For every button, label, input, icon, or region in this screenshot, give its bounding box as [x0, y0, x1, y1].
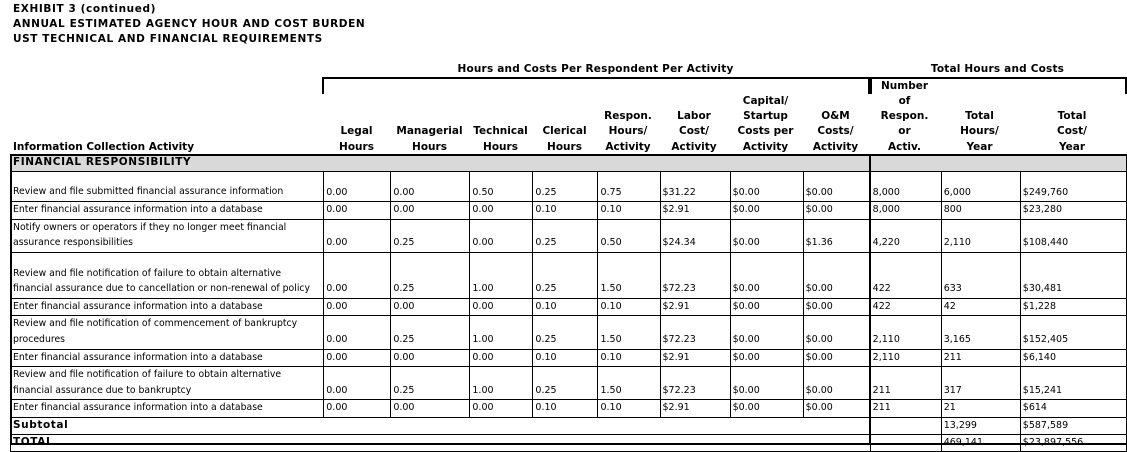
value-cell: 42: [941, 298, 1020, 316]
column-header-line: Capital/: [742, 94, 789, 107]
value-cell: $0.00: [730, 172, 803, 202]
column-header-line: Activity: [812, 140, 859, 153]
column-header-line: Costs per: [737, 125, 794, 138]
value-cell: 800: [941, 202, 1020, 220]
value-cell: $15,241: [1020, 367, 1126, 400]
value-cell: 0.10: [598, 400, 660, 418]
column-header-line: Year: [966, 140, 993, 153]
value-cell: 0.25: [391, 367, 470, 400]
activity-cell: Review and file notification of failure to obtain alternative financial assurance due to cancellation or non-renewal of policy: [11, 252, 324, 298]
value-cell: $0.00: [730, 367, 803, 400]
value-cell: $0.00: [730, 400, 803, 418]
value-cell: 0.10: [598, 349, 660, 367]
value-cell: $0.00: [730, 316, 803, 349]
value-cell: $24.34: [660, 219, 730, 252]
activity-cell: Review and file notification of commencement of bankruptcy procedures: [11, 316, 324, 349]
column-header-1: [323, 124, 390, 155]
value-cell: 0.00: [391, 202, 470, 220]
value-cell: 317: [941, 367, 1020, 400]
burden-table: [10, 154, 1127, 452]
value-cell: 211: [941, 349, 1020, 367]
column-header-line: Costs/: [817, 125, 854, 138]
value-cell: 21: [941, 400, 1020, 418]
value-cell: 0.00: [324, 349, 391, 367]
value-cell: $1,228: [1020, 298, 1126, 316]
column-header-2: [390, 124, 469, 155]
value-cell: $0.00: [803, 252, 870, 298]
column-header-0: [13, 140, 323, 155]
activity-cell: Review and file submitted financial assurance information: [11, 172, 324, 202]
table-row: [11, 298, 1127, 316]
column-header-line: Activity: [742, 140, 789, 153]
total-row: [11, 434, 1127, 451]
table-row: [11, 367, 1127, 400]
value-cell: 0.50: [470, 172, 533, 202]
column-header-line: Activity: [671, 140, 717, 153]
value-cell: 1.50: [598, 316, 660, 349]
column-header-8: [802, 109, 869, 155]
value-cell: 0.25: [391, 252, 470, 298]
section-label: FINANCIAL RESPONSIBILITY: [11, 155, 871, 172]
value-cell: 3,165: [941, 316, 1020, 349]
value-cell: 0.00: [391, 298, 470, 316]
column-header-9: [869, 79, 940, 155]
exhibit-subtitle-2: UST TECHNICAL AND FINANCIAL REQUIREMENTS: [13, 33, 323, 45]
section-row: [11, 155, 1127, 172]
table-row: [11, 202, 1127, 220]
value-cell: 0.00: [324, 367, 391, 400]
table-row: [11, 219, 1127, 252]
value-cell: 0.00: [324, 252, 391, 298]
value-cell: $249,760: [1020, 172, 1126, 202]
subtotal-cost: $587,589: [1020, 417, 1126, 434]
activity-cell: Enter financial assurance information into a database: [11, 400, 324, 418]
column-header-line: of: [898, 94, 911, 107]
column-header-line: Managerial: [396, 125, 463, 138]
section-fill: [870, 155, 1126, 172]
column-header-line: Hours: [339, 140, 374, 153]
value-cell: 1.50: [598, 367, 660, 400]
value-cell: 0.25: [533, 252, 598, 298]
value-cell: $2.91: [660, 202, 730, 220]
value-cell: 1.00: [470, 316, 533, 349]
value-cell: $0.00: [803, 172, 870, 202]
subtotal-row: [11, 417, 1127, 434]
value-cell: $2.91: [660, 400, 730, 418]
value-cell: 2,110: [870, 349, 941, 367]
value-cell: $30,481: [1020, 252, 1126, 298]
value-cell: $72.23: [660, 252, 730, 298]
column-header-10: [940, 109, 1019, 155]
value-cell: 0.00: [324, 298, 391, 316]
value-cell: 2,110: [941, 219, 1020, 252]
value-cell: $0.00: [803, 400, 870, 418]
value-cell: 8,000: [870, 202, 941, 220]
value-cell: $0.00: [803, 202, 870, 220]
value-cell: 422: [870, 298, 941, 316]
column-header-line: Hours: [412, 140, 447, 153]
value-cell: $108,440: [1020, 219, 1126, 252]
column-header-5: [597, 109, 659, 155]
value-cell: 0.25: [391, 219, 470, 252]
value-cell: 0.10: [533, 202, 598, 220]
value-cell: 0.00: [324, 316, 391, 349]
subtotal-hours: 13,299: [941, 417, 1020, 434]
column-header-line: O&M: [821, 110, 850, 123]
value-cell: $31.22: [660, 172, 730, 202]
table-row: [11, 400, 1127, 418]
table-row: [11, 349, 1127, 367]
column-header-line: Respon.: [604, 110, 652, 123]
value-cell: $23,280: [1020, 202, 1126, 220]
value-cell: 0.10: [598, 202, 660, 220]
column-header-line: Clerical: [542, 125, 587, 138]
value-cell: $0.00: [730, 219, 803, 252]
column-header-11: [1019, 109, 1125, 155]
value-cell: 0.25: [391, 316, 470, 349]
value-cell: $152,405: [1020, 316, 1126, 349]
value-cell: 0.10: [598, 298, 660, 316]
column-header-7: [729, 94, 802, 155]
column-header-line: Cost/: [1056, 125, 1088, 138]
column-header-line: Number: [880, 79, 929, 92]
value-cell: 0.00: [324, 202, 391, 220]
column-header-line: Information Collection Activity: [13, 140, 195, 153]
column-header-line: Startup: [743, 110, 788, 123]
empty-cell: [870, 434, 941, 451]
value-cell: 0.00: [324, 172, 391, 202]
column-header-line: Activity: [605, 140, 651, 153]
column-header-line: Total: [1057, 110, 1087, 123]
value-cell: $1.36: [803, 219, 870, 252]
activity-cell: Review and file notification of failure to obtain alternative financial assurance due to bankruptcy: [11, 367, 324, 400]
value-cell: 0.25: [533, 172, 598, 202]
value-cell: $0.00: [803, 349, 870, 367]
value-cell: $2.91: [660, 298, 730, 316]
value-cell: 633: [941, 252, 1020, 298]
total-cost: $23,897,556: [1020, 434, 1126, 451]
column-header-line: Legal: [340, 125, 373, 138]
table-row: [11, 252, 1127, 298]
activity-cell: Enter financial assurance information into a database: [11, 298, 324, 316]
column-header-line: Technical: [473, 125, 528, 138]
value-cell: 0.25: [533, 316, 598, 349]
exhibit-subtitle: ANNUAL ESTIMATED AGENCY HOUR AND COST BURDEN: [13, 18, 366, 30]
value-cell: $72.23: [660, 316, 730, 349]
empty-cell: [870, 417, 941, 434]
column-header-3: [469, 124, 532, 155]
value-cell: $0.00: [730, 349, 803, 367]
value-cell: 2,110: [870, 316, 941, 349]
total-hours: 469,141: [941, 434, 1020, 451]
value-cell: 0.75: [598, 172, 660, 202]
column-header-line: or: [898, 125, 911, 138]
total-label: TOTAL: [11, 434, 871, 451]
column-header-line: Hours: [483, 140, 518, 153]
subtotal-label: Subtotal: [11, 417, 871, 434]
value-cell: $0.00: [730, 252, 803, 298]
value-cell: 211: [870, 400, 941, 418]
column-header-line: Year: [1058, 140, 1086, 153]
value-cell: 1.00: [470, 252, 533, 298]
value-cell: 0.00: [391, 349, 470, 367]
value-cell: 0.00: [391, 400, 470, 418]
value-cell: $0.00: [730, 298, 803, 316]
value-cell: 1.00: [470, 367, 533, 400]
value-cell: 0.00: [391, 172, 470, 202]
group-header-total: Total Hours and Costs: [930, 63, 1065, 75]
value-cell: $6,140: [1020, 349, 1126, 367]
value-cell: $614: [1020, 400, 1126, 418]
value-cell: 0.00: [470, 349, 533, 367]
exhibit-title: EXHIBIT 3 (continued): [13, 3, 156, 15]
column-header-4: [532, 124, 597, 155]
value-cell: 0.50: [598, 219, 660, 252]
group-header-per-activity: Hours and Costs Per Respondent Per Activity: [457, 63, 734, 75]
group-bracket-per-activity: [322, 77, 872, 94]
value-cell: 0.10: [533, 298, 598, 316]
column-header-line: Activ.: [888, 140, 921, 153]
value-cell: 1.50: [598, 252, 660, 298]
value-cell: 0.10: [533, 349, 598, 367]
value-cell: 0.00: [470, 202, 533, 220]
value-cell: 8,000: [870, 172, 941, 202]
value-cell: $0.00: [803, 367, 870, 400]
value-cell: 0.00: [470, 219, 533, 252]
activity-cell: Enter financial assurance information into a database: [11, 349, 324, 367]
activity-cell: Notify owners or operators if they no longer meet financial assurance responsibilities: [11, 219, 324, 252]
column-header-line: Labor: [677, 110, 711, 123]
table-row: [11, 316, 1127, 349]
value-cell: 422: [870, 252, 941, 298]
value-cell: 0.25: [533, 367, 598, 400]
value-cell: 0.00: [470, 298, 533, 316]
value-cell: $0.00: [803, 316, 870, 349]
column-header-line: Hours/: [960, 125, 999, 138]
column-header-line: Hours: [547, 140, 582, 153]
value-cell: 4,220: [870, 219, 941, 252]
value-cell: $0.00: [803, 298, 870, 316]
column-header-line: Cost/: [678, 125, 710, 138]
value-cell: 0.00: [470, 400, 533, 418]
column-header-line: Hours/: [608, 125, 648, 138]
value-cell: 0.00: [324, 400, 391, 418]
column-header-6: [659, 109, 729, 155]
value-cell: $2.91: [660, 349, 730, 367]
value-cell: 211: [870, 367, 941, 400]
column-header-line: Respon.: [880, 110, 929, 123]
activity-cell: Enter financial assurance information into a database: [11, 202, 324, 220]
value-cell: $72.23: [660, 367, 730, 400]
value-cell: 6,000: [941, 172, 1020, 202]
value-cell: 0.25: [533, 219, 598, 252]
value-cell: 0.00: [324, 219, 391, 252]
value-cell: 0.10: [533, 400, 598, 418]
table-row: [11, 172, 1127, 202]
column-header-line: Total: [965, 110, 994, 123]
value-cell: $0.00: [730, 202, 803, 220]
